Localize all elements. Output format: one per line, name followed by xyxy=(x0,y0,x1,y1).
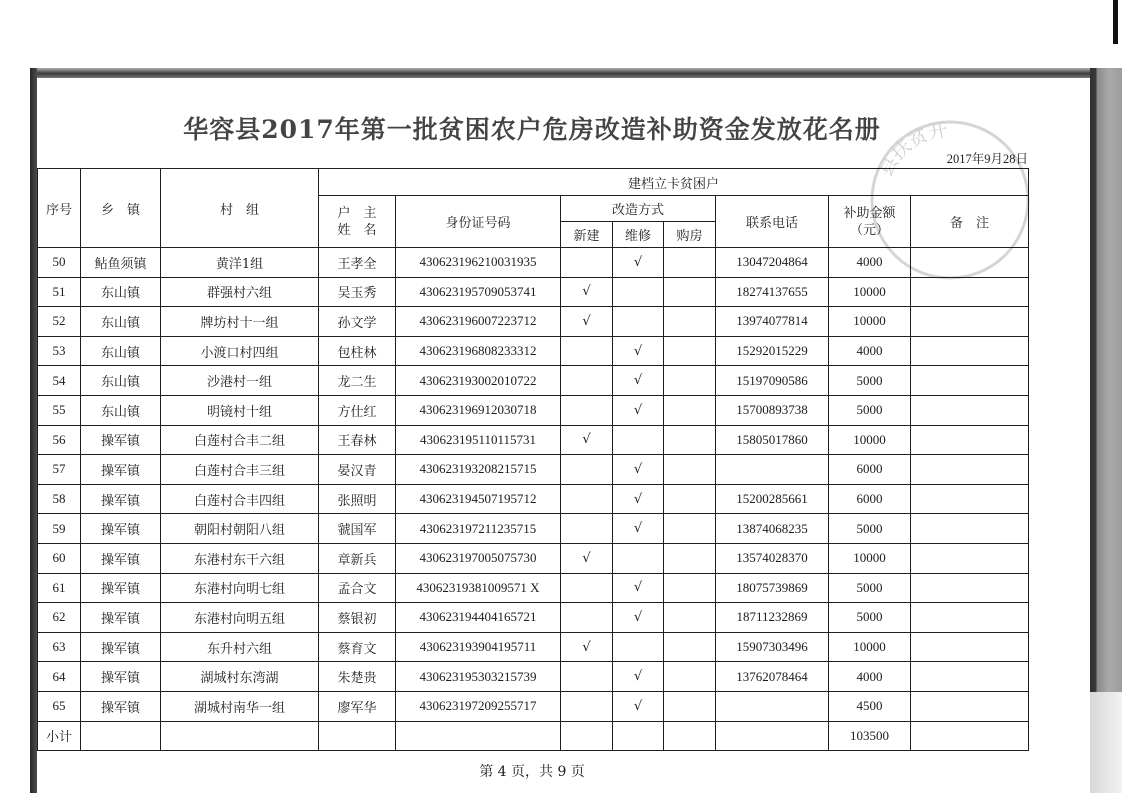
cell-seq: 56 xyxy=(38,425,81,455)
subtotal-empty-cell xyxy=(613,721,664,751)
cell-buy xyxy=(664,662,716,692)
cell-name: 孙文学 xyxy=(319,307,396,337)
cell-new xyxy=(561,662,613,692)
cell-village: 白莲村合丰二组 xyxy=(161,425,319,455)
cell-village: 明镜村十组 xyxy=(161,395,319,425)
cell-buy xyxy=(664,632,716,662)
cell-buy xyxy=(664,425,716,455)
cell-new: √ xyxy=(561,277,613,307)
cell-id: 430623193208215715 xyxy=(396,455,561,485)
header-village: 村 组 xyxy=(161,169,319,248)
cell-note xyxy=(911,662,1029,692)
cell-name: 张照明 xyxy=(319,484,396,514)
cell-repair xyxy=(613,277,664,307)
cell-repair: √ xyxy=(613,484,664,514)
cell-new xyxy=(561,691,613,721)
cell-town: 东山镇 xyxy=(81,277,161,307)
header-phone: 联系电话 xyxy=(716,196,829,248)
cell-repair: √ xyxy=(613,691,664,721)
cell-name: 王春林 xyxy=(319,425,396,455)
cell-new xyxy=(561,248,613,278)
header-seq: 序号 xyxy=(38,169,81,248)
cell-seq: 52 xyxy=(38,307,81,337)
cell-new xyxy=(561,336,613,366)
cell-buy xyxy=(664,484,716,514)
roster-body xyxy=(38,248,1029,751)
cell-repair: √ xyxy=(613,573,664,603)
header-note: 备 注 xyxy=(911,196,1029,248)
cell-town: 操军镇 xyxy=(81,543,161,573)
cell-town: 操军镇 xyxy=(81,484,161,514)
header-new-build: 新建 xyxy=(561,222,613,248)
cell-new: √ xyxy=(561,425,613,455)
cell-town: 东山镇 xyxy=(81,336,161,366)
cell-note xyxy=(911,366,1029,396)
table-row xyxy=(38,632,1029,662)
cell-phone xyxy=(716,455,829,485)
cell-repair: √ xyxy=(613,603,664,633)
cell-name: 朱楚贵 xyxy=(319,662,396,692)
table-row xyxy=(38,366,1029,396)
document-title: 华容县2017年第一批贫困农户危房改造补助资金发放花名册 xyxy=(183,115,881,144)
subtotal-amount: 103500 xyxy=(829,721,911,751)
subtotal-empty-cell xyxy=(161,721,319,751)
cell-town: 东山镇 xyxy=(81,366,161,396)
header-householder-line2: 姓 名 xyxy=(337,222,377,238)
cell-phone: 13574028370 xyxy=(716,543,829,573)
cell-phone: 15907303496 xyxy=(716,632,829,662)
cell-amount: 5000 xyxy=(829,395,911,425)
cell-name: 虢国军 xyxy=(319,514,396,544)
cell-seq: 57 xyxy=(38,455,81,485)
cell-village: 东升村六组 xyxy=(161,632,319,662)
cell-name: 龙二生 xyxy=(319,366,396,396)
cell-id: 430623194404165721 xyxy=(396,603,561,633)
cell-buy xyxy=(664,248,716,278)
header-renovation-method: 改造方式 xyxy=(561,196,716,222)
cell-note xyxy=(911,573,1029,603)
table-row xyxy=(38,691,1029,721)
cell-phone: 15700893738 xyxy=(716,395,829,425)
subtotal-empty-cell xyxy=(396,721,561,751)
document-date: 2017年9月28日 xyxy=(946,152,1028,166)
cell-name: 包柱林 xyxy=(319,336,396,366)
cell-repair: √ xyxy=(613,514,664,544)
cell-repair: √ xyxy=(613,248,664,278)
cell-seq: 58 xyxy=(38,484,81,514)
cell-amount: 10000 xyxy=(829,425,911,455)
cell-village: 黄洋1组 xyxy=(161,248,319,278)
scan-border-top xyxy=(30,68,1092,78)
cell-name: 章新兵 xyxy=(319,543,396,573)
scan-corner-line xyxy=(1113,0,1118,44)
cell-buy xyxy=(664,573,716,603)
cell-id: 430623193904195711 xyxy=(396,632,561,662)
cell-seq: 61 xyxy=(38,573,81,603)
cell-town: 操军镇 xyxy=(81,455,161,485)
cell-id: 430623195110115731 xyxy=(396,425,561,455)
cell-note xyxy=(911,277,1029,307)
roster-table xyxy=(37,168,1029,751)
subtotal-empty-cell xyxy=(319,721,396,751)
cell-amount: 4000 xyxy=(829,248,911,278)
cell-village: 东港村东干六组 xyxy=(161,543,319,573)
cell-new xyxy=(561,395,613,425)
cell-buy xyxy=(664,336,716,366)
table-row xyxy=(38,425,1029,455)
cell-seq: 54 xyxy=(38,366,81,396)
cell-new xyxy=(561,573,613,603)
cell-buy xyxy=(664,514,716,544)
cell-id: 430623197005075730 xyxy=(396,543,561,573)
cell-note xyxy=(911,248,1029,278)
cell-amount: 4500 xyxy=(829,691,911,721)
subtotal-empty-cell xyxy=(911,721,1029,751)
cell-village: 沙港村一组 xyxy=(161,366,319,396)
cell-name: 晏汉青 xyxy=(319,455,396,485)
cell-buy xyxy=(664,603,716,633)
cell-amount: 4000 xyxy=(829,662,911,692)
roster-header xyxy=(38,169,1029,248)
cell-village: 白莲村合丰四组 xyxy=(161,484,319,514)
cell-town: 操军镇 xyxy=(81,691,161,721)
cell-repair: √ xyxy=(613,366,664,396)
table-row xyxy=(38,455,1029,485)
cell-phone: 18274137655 xyxy=(716,277,829,307)
table-row xyxy=(38,514,1029,544)
cell-id: 43062319381009571 X xyxy=(396,573,561,603)
cell-repair: √ xyxy=(613,336,664,366)
cell-phone: 18075739869 xyxy=(716,573,829,603)
table-row xyxy=(38,484,1029,514)
cell-amount: 5000 xyxy=(829,603,911,633)
cell-note xyxy=(911,484,1029,514)
header-town: 乡 镇 xyxy=(81,169,161,248)
cell-town: 操军镇 xyxy=(81,425,161,455)
cell-id: 430623194507195712 xyxy=(396,484,561,514)
cell-town: 操军镇 xyxy=(81,603,161,633)
cell-amount: 4000 xyxy=(829,336,911,366)
cell-id: 430623196912030718 xyxy=(396,395,561,425)
cell-repair xyxy=(613,543,664,573)
cell-amount: 5000 xyxy=(829,366,911,396)
cell-village: 朝阳村朝阳八组 xyxy=(161,514,319,544)
subtotal-empty-cell xyxy=(561,721,613,751)
cell-phone: 13762078464 xyxy=(716,662,829,692)
table-row xyxy=(38,662,1029,692)
cell-id: 430623197211235715 xyxy=(396,514,561,544)
cell-buy xyxy=(664,277,716,307)
cell-town: 操军镇 xyxy=(81,514,161,544)
cell-seq: 50 xyxy=(38,248,81,278)
cell-name: 蔡育文 xyxy=(319,632,396,662)
cell-seq: 63 xyxy=(38,632,81,662)
cell-buy xyxy=(664,307,716,337)
cell-new xyxy=(561,484,613,514)
header-amount-line1: 补助金额 xyxy=(843,205,896,221)
cell-note xyxy=(911,395,1029,425)
cell-name: 方仕红 xyxy=(319,395,396,425)
cell-village: 小渡口村四组 xyxy=(161,336,319,366)
cell-note xyxy=(911,307,1029,337)
table-row xyxy=(38,543,1029,573)
cell-repair: √ xyxy=(613,395,664,425)
cell-repair xyxy=(613,307,664,337)
cell-village: 东港村向明七组 xyxy=(161,573,319,603)
cell-buy xyxy=(664,543,716,573)
cell-seq: 55 xyxy=(38,395,81,425)
header-householder-line1: 户 主 xyxy=(337,205,377,221)
cell-new xyxy=(561,455,613,485)
cell-buy xyxy=(664,455,716,485)
cell-id: 430623195709053741 xyxy=(396,277,561,307)
table-row xyxy=(38,573,1029,603)
cell-new: √ xyxy=(561,632,613,662)
cell-amount: 10000 xyxy=(829,632,911,662)
cell-new xyxy=(561,366,613,396)
cell-new: √ xyxy=(561,543,613,573)
cell-name: 蔡银初 xyxy=(319,603,396,633)
seal-text: 县扶贫开 xyxy=(874,118,950,181)
cell-phone: 15197090586 xyxy=(716,366,829,396)
cell-note xyxy=(911,543,1029,573)
cell-phone: 13047204864 xyxy=(716,248,829,278)
table-row xyxy=(38,395,1029,425)
cell-seq: 51 xyxy=(38,277,81,307)
cell-buy xyxy=(664,366,716,396)
cell-phone xyxy=(716,691,829,721)
cell-note xyxy=(911,425,1029,455)
cell-name: 孟合文 xyxy=(319,573,396,603)
cell-amount: 10000 xyxy=(829,543,911,573)
cell-phone: 13974077814 xyxy=(716,307,829,337)
cell-id: 430623196808233312 xyxy=(396,336,561,366)
cell-buy xyxy=(664,395,716,425)
cell-name: 廖军华 xyxy=(319,691,396,721)
cell-town: 操军镇 xyxy=(81,573,161,603)
cell-town: 东山镇 xyxy=(81,395,161,425)
scan-border-right xyxy=(1090,68,1122,692)
table-row xyxy=(38,336,1029,366)
cell-village: 湖城村南华一组 xyxy=(161,691,319,721)
header-amount-line2: （元） xyxy=(849,222,889,238)
cell-town: 操军镇 xyxy=(81,632,161,662)
cell-phone: 13874068235 xyxy=(716,514,829,544)
header-householder xyxy=(319,196,396,248)
cell-new: √ xyxy=(561,307,613,337)
cell-id: 430623197209255717 xyxy=(396,691,561,721)
header-repair: 维修 xyxy=(613,222,664,248)
cell-phone: 15805017860 xyxy=(716,425,829,455)
cell-town: 鲇鱼须镇 xyxy=(81,248,161,278)
cell-new xyxy=(561,514,613,544)
table-row xyxy=(38,277,1029,307)
cell-name: 吴玉秀 xyxy=(319,277,396,307)
scan-border-left xyxy=(30,68,37,793)
cell-amount: 10000 xyxy=(829,307,911,337)
header-purchase: 购房 xyxy=(664,222,716,248)
table-row xyxy=(38,603,1029,633)
cell-note xyxy=(911,455,1029,485)
table-row xyxy=(38,307,1029,337)
cell-phone: 18711232869 xyxy=(716,603,829,633)
cell-note xyxy=(911,603,1029,633)
cell-village: 湖城村东湾湖 xyxy=(161,662,319,692)
cell-village: 群强村六组 xyxy=(161,277,319,307)
cell-village: 牌坊村十一组 xyxy=(161,307,319,337)
cell-id: 430623196007223712 xyxy=(396,307,561,337)
header-amount xyxy=(829,196,911,248)
cell-note xyxy=(911,514,1029,544)
cell-id: 430623195303215739 xyxy=(396,662,561,692)
cell-amount: 6000 xyxy=(829,455,911,485)
cell-amount: 5000 xyxy=(829,573,911,603)
cell-village: 东港村向明五组 xyxy=(161,603,319,633)
subtotal-label: 小计 xyxy=(38,721,81,751)
cell-amount: 10000 xyxy=(829,277,911,307)
cell-note xyxy=(911,632,1029,662)
subtotal-empty-cell xyxy=(664,721,716,751)
cell-amount: 6000 xyxy=(829,484,911,514)
cell-buy xyxy=(664,691,716,721)
cell-seq: 59 xyxy=(38,514,81,544)
cell-town: 东山镇 xyxy=(81,307,161,337)
subtotal-empty-cell xyxy=(716,721,829,751)
cell-village: 白莲村合丰三组 xyxy=(161,455,319,485)
cell-note xyxy=(911,691,1029,721)
subtotal-row xyxy=(38,721,1029,751)
subtotal-empty-cell xyxy=(81,721,161,751)
cell-name: 王孝全 xyxy=(319,248,396,278)
cell-seq: 53 xyxy=(38,336,81,366)
cell-new xyxy=(561,603,613,633)
cell-repair xyxy=(613,632,664,662)
cell-phone: 15292015229 xyxy=(716,336,829,366)
cell-town: 操军镇 xyxy=(81,662,161,692)
cell-note xyxy=(911,336,1029,366)
cell-repair: √ xyxy=(613,455,664,485)
cell-phone: 15200285661 xyxy=(716,484,829,514)
cell-id: 430623196210031935 xyxy=(396,248,561,278)
cell-seq: 62 xyxy=(38,603,81,633)
table-row xyxy=(38,248,1029,278)
cell-seq: 60 xyxy=(38,543,81,573)
cell-repair xyxy=(613,425,664,455)
scan-border-right-lower xyxy=(1090,692,1122,793)
cell-amount: 5000 xyxy=(829,514,911,544)
cell-id: 430623193002010722 xyxy=(396,366,561,396)
header-id-number: 身份证号码 xyxy=(396,196,561,248)
cell-seq: 65 xyxy=(38,691,81,721)
cell-repair: √ xyxy=(613,662,664,692)
header-registered-households: 建档立卡贫困户 xyxy=(319,169,1029,196)
cell-seq: 64 xyxy=(38,662,81,692)
page-number: 第 4 页，共 9 页 xyxy=(479,764,585,780)
header-row-1 xyxy=(38,169,1029,196)
